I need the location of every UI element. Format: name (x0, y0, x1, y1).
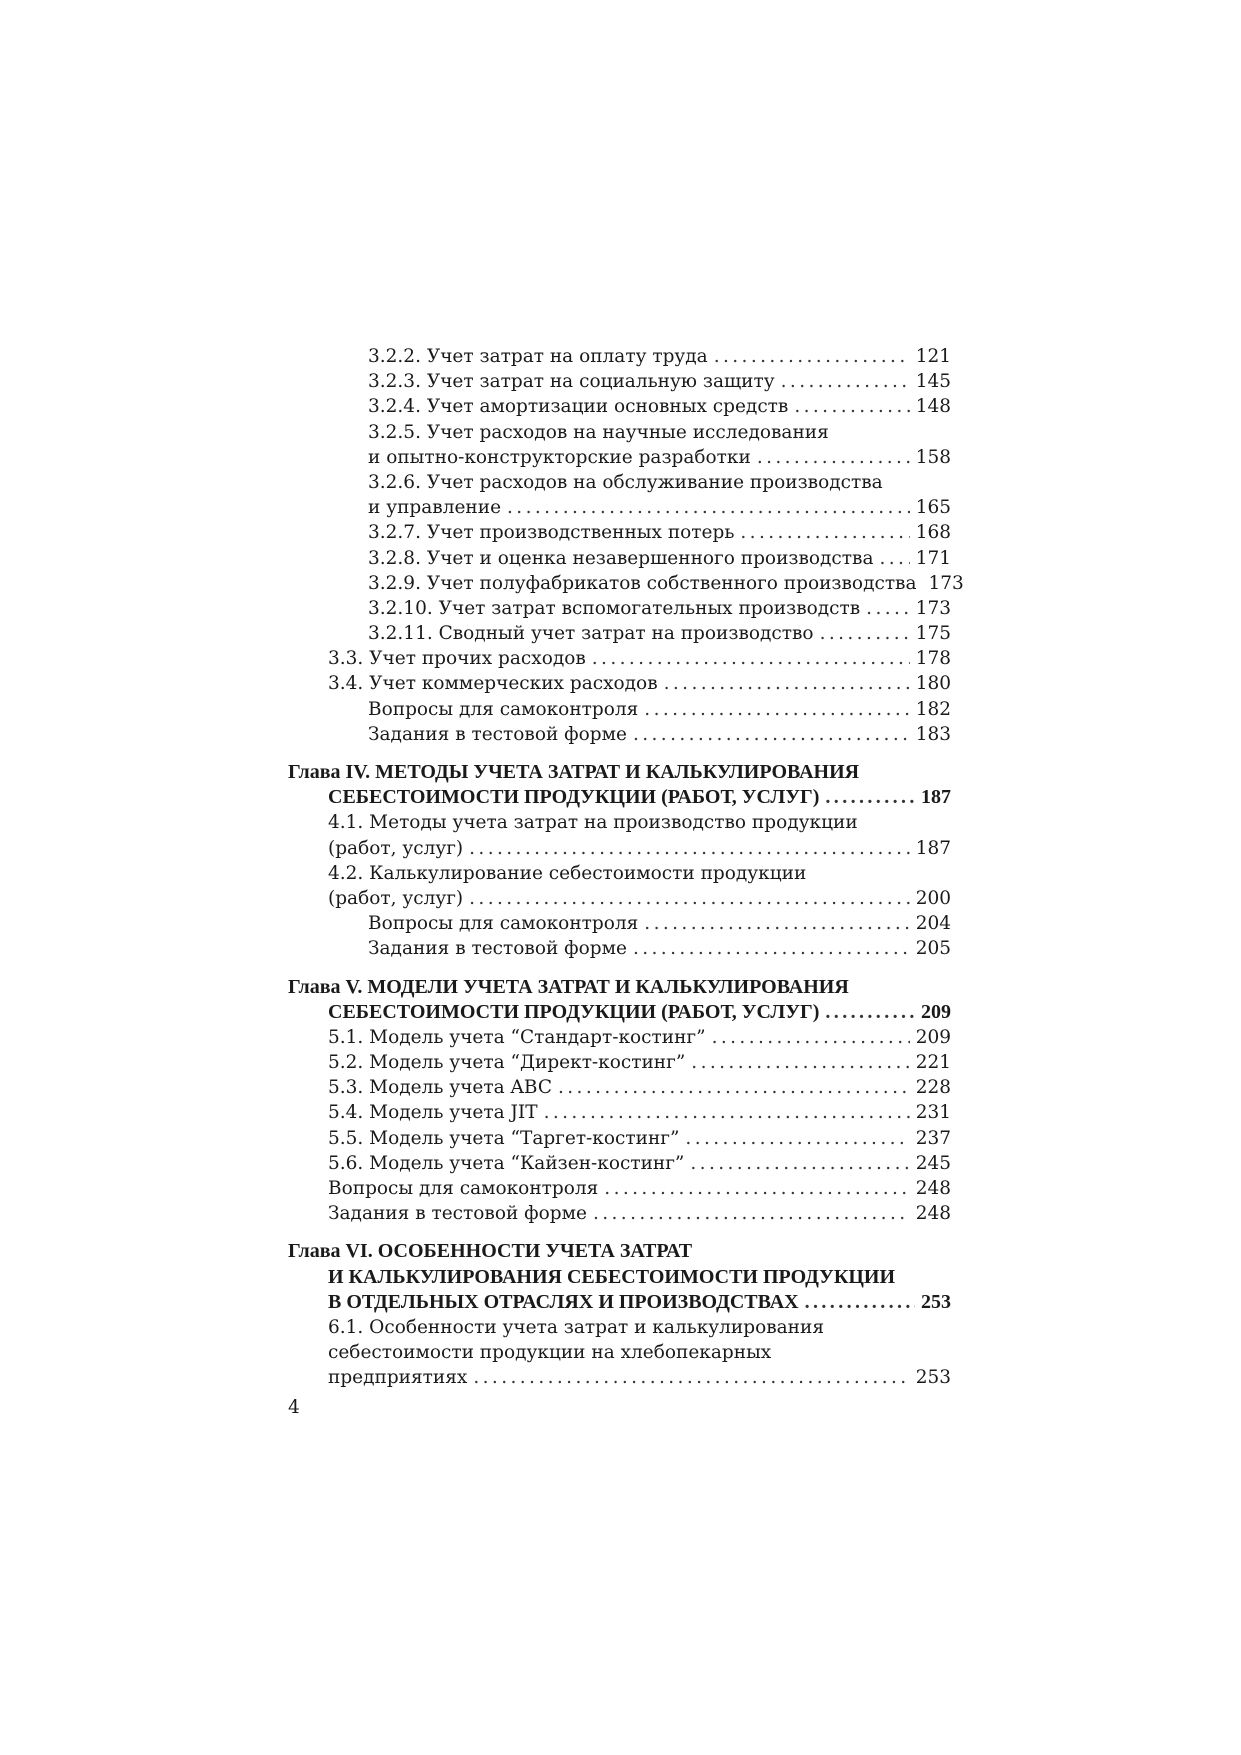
toc-entry-5-4[interactable]: 5.4. Модель учета JIT ..... 231 (288, 1100, 951, 1125)
toc-entry-tests-3[interactable]: Задания в тестовой форме ..... 183 (288, 722, 951, 747)
toc-entry-3-4[interactable]: 3.4. Учет коммерческих расходов ..... 180 (288, 671, 951, 696)
toc-entry-3-2-3[interactable]: 3.2.3. Учет затрат на социальную защиту ..... 145 (288, 369, 951, 394)
chapter-4-title-line1[interactable]: Глава IV. МЕТОДЫ УЧЕТА ЗАТРАТ И КАЛЬКУЛИРОВАНИЯ (288, 761, 860, 783)
toc-entry-4-1[interactable]: (работ, услуг) ..... 187 (288, 836, 951, 861)
toc-entry-3-2-2[interactable]: 3.2.2. Учет затрат на оплату труда ..... 121 (288, 344, 951, 369)
toc-entry-6-1[interactable]: предприятиях ..... 253 (288, 1365, 951, 1390)
chapter-4-heading (288, 760, 951, 810)
toc-entry-5-1[interactable]: 5.1. Модель учета “Стандарт-костинг” ..... 209 (288, 1025, 951, 1050)
toc-entry-3-2-8[interactable]: 3.2.8. Учет и оценка незавершенного производства ..... 171 (288, 546, 951, 571)
chapter-4-title-line2[interactable]: СЕБЕСТОИМОСТИ ПРОДУКЦИИ (РАБОТ, УСЛУГ) ..... 187 (288, 785, 951, 810)
toc-entry-questions-5[interactable]: Вопросы для самоконтроля ..... 248 (288, 1176, 951, 1201)
chapter-5-title-line2[interactable]: СЕБЕСТОИМОСТИ ПРОДУКЦИИ (РАБОТ, УСЛУГ) ..... 209 (288, 1000, 951, 1025)
toc-entry-3-2-5[interactable]: и опытно-конструкторские разработки ..... 158 (288, 445, 951, 470)
toc-entry-tests-4[interactable]: Задания в тестовой форме ..... 205 (288, 936, 951, 961)
toc-entry-5-3[interactable]: 5.3. Модель учета ABC ..... 228 (288, 1075, 951, 1100)
chapter-6-title-line3[interactable]: В ОТДЕЛЬНЫХ ОТРАСЛЯХ И ПРОИЗВОДСТВАХ ..... 253 (288, 1290, 951, 1315)
chapter-6-title-line1[interactable]: Глава VI. ОСОБЕННОСТИ УЧЕТА ЗАТРАТ (288, 1240, 693, 1263)
toc-entry-3-2-6-line1[interactable]: 3.2.6. Учет расходов на обслуживание производства (368, 471, 883, 493)
chapter-5-heading (288, 975, 951, 1025)
toc-entry-3-2-11[interactable]: 3.2.11. Сводный учет затрат на производство ..... 175 (288, 621, 951, 646)
toc-entry-3-2-9[interactable]: 3.2.9. Учет полуфабрикатов собственного производства 173 (368, 572, 964, 594)
toc-entry-3-2-7[interactable]: 3.2.7. Учет производственных потерь ..... 168 (288, 520, 951, 545)
toc-entry-4-2[interactable]: (работ, услуг) ..... 200 (288, 886, 951, 911)
toc-entry-3-2-6[interactable]: и управление ..... 165 (288, 495, 951, 520)
toc-entry-3-3[interactable]: 3.3. Учет прочих расходов ..... 178 (288, 646, 951, 671)
toc-entry-3-2-4[interactable]: 3.2.4. Учет амортизации основных средств ..... 148 (288, 394, 951, 419)
toc-entry-5-5[interactable]: 5.5. Модель учета “Таргет-костинг” ..... 237 (288, 1126, 951, 1151)
page-number: 4 (288, 1397, 300, 1418)
toc-entry-tests-5[interactable]: Задания в тестовой форме ..... 248 (288, 1201, 951, 1226)
chapter-5-title-line1[interactable]: Глава V. МОДЕЛИ УЧЕТА ЗАТРАТ И КАЛЬКУЛИРОВАНИЯ (288, 975, 849, 998)
toc-entry-6-1-line2[interactable]: себестоимости продукции на хлебопекарных (328, 1342, 772, 1364)
toc-entry-3-2-5-line1[interactable]: 3.2.5. Учет расходов на научные исследования (368, 421, 829, 443)
chapter-6-title-line2[interactable]: И КАЛЬКУЛИРОВАНИЯ СЕБЕСТОИМОСТИ ПРОДУКЦИИ (328, 1265, 896, 1288)
chapter-6-heading (288, 1239, 951, 1315)
toc-entry-questions-3[interactable]: Вопросы для самоконтроля ..... 182 (288, 697, 951, 722)
toc-entry-questions-4[interactable]: Вопросы для самоконтроля ..... 204 (288, 911, 951, 936)
toc-entry-4-1-line1[interactable]: 4.1. Методы учета затрат на производство продукции (328, 812, 858, 834)
toc-entry-4-2-line1[interactable]: 4.2. Калькулирование себестоимости продукции (328, 862, 807, 884)
toc-entry-3-2-10[interactable]: 3.2.10. Учет затрат вспомогательных производств ..... 173 (288, 596, 951, 621)
toc-entry-5-2[interactable]: 5.2. Модель учета “Директ-костинг” ..... 221 (288, 1050, 951, 1075)
toc-entry-6-1-line1[interactable]: 6.1. Особенности учета затрат и калькулирования (328, 1316, 825, 1338)
toc-entry-5-6[interactable]: 5.6. Модель учета “Кайзен-костинг” ..... 245 (288, 1151, 951, 1176)
table-of-contents (288, 344, 964, 1391)
